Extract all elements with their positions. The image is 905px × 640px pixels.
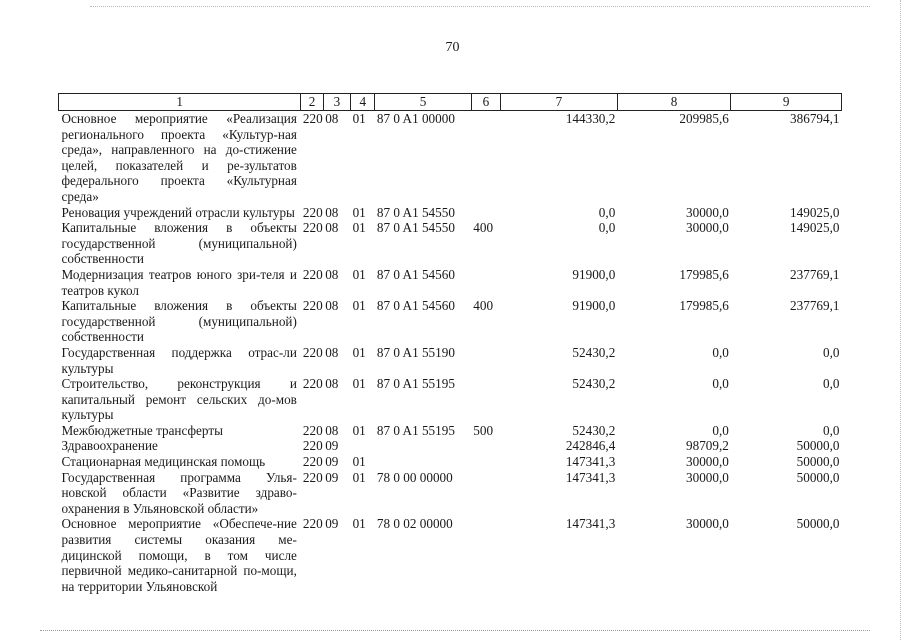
row-value-7: 147341,3	[565, 469, 616, 485]
row-value-8: 30000,0	[686, 516, 729, 532]
row-name: Государственная поддержка отрас-ли культуры	[61, 344, 297, 376]
row-code-4: 01	[352, 204, 366, 220]
row-code-2: 220	[302, 438, 323, 454]
scan-artifact-top	[90, 6, 870, 7]
row-code-3: 08	[325, 422, 339, 438]
row-code-3: 09	[325, 454, 339, 470]
row-value-8: 179985,6	[679, 298, 729, 314]
scan-artifact-right-edge	[900, 0, 901, 640]
row-value-7: 52430,2	[572, 344, 616, 360]
row-code-5: 87 0 A1 54560	[376, 266, 455, 282]
row-code-2: 220	[302, 469, 323, 485]
row-value-8: 30000,0	[686, 469, 729, 485]
row-value-9: 237769,1	[790, 266, 840, 282]
row-value-9: 149025,0	[790, 204, 840, 220]
row-value-8: 0,0	[712, 422, 729, 438]
table-row	[59, 376, 842, 423]
row-value-9: 50000,0	[796, 516, 840, 532]
row-value-8: 30000,0	[686, 454, 729, 470]
column-header: 3	[323, 94, 350, 111]
column-header: 4	[351, 94, 375, 111]
row-code-3: 09	[325, 469, 339, 485]
row-value-9: 237769,1	[790, 298, 840, 314]
row-code-4: 01	[352, 422, 366, 438]
row-code-6	[471, 376, 500, 423]
table-row	[59, 470, 842, 517]
table-row	[59, 345, 842, 376]
row-code-2: 220	[302, 111, 323, 126]
table-row	[59, 454, 842, 470]
table-row	[59, 220, 842, 267]
row-value-8: 179985,6	[679, 266, 729, 282]
table-row	[59, 111, 842, 205]
row-name: Капитальные вложения в объекты государственной (муниципальной) собственности	[61, 220, 297, 267]
row-value-7: 91900,0	[572, 266, 616, 282]
row-code-2: 220	[302, 376, 323, 392]
row-code-6	[471, 454, 500, 470]
row-value-7: 147341,3	[565, 516, 616, 532]
row-code-4: 01	[352, 469, 366, 485]
table-body	[59, 94, 842, 595]
table-row	[59, 438, 842, 454]
row-code-3: 09	[325, 438, 339, 454]
budget-table	[58, 93, 842, 594]
row-code-4: 01	[352, 266, 366, 282]
row-code-5: 87 0 A1 54550	[376, 220, 455, 236]
row-value-7: 0,0	[598, 220, 616, 236]
row-name: Строительство, реконструкция и капитальный ремонт сельских до-мов культуры	[61, 376, 297, 423]
row-value-9: 50000,0	[796, 438, 840, 454]
row-code-3: 08	[325, 298, 339, 314]
column-header: 9	[731, 94, 842, 111]
row-code-3: 08	[325, 204, 339, 220]
table-row	[59, 267, 842, 298]
row-code-2: 220	[302, 220, 323, 236]
row-code-5: 87 0 A1 55190	[376, 344, 455, 360]
row-code-5: 87 0 A1 55195	[376, 422, 455, 438]
row-value-7: 91900,0	[572, 298, 616, 314]
table-row	[59, 516, 842, 594]
scan-artifact-bottom	[40, 630, 870, 631]
row-name: Основное мероприятие «Обеспече-ние развития системы оказания ме-дицинской помощи, в том числе первичной медико-санитарной по-мощи, на территории Ульяновской	[61, 516, 297, 594]
row-value-8: 98709,2	[686, 438, 729, 454]
row-code-3: 08	[325, 344, 339, 360]
table-row	[59, 205, 842, 221]
row-code-4: 01	[352, 111, 366, 126]
row-value-8: 30000,0	[686, 204, 729, 220]
table-row	[59, 423, 842, 439]
row-name: Модернизация театров юного зри-теля и театров кукол	[61, 266, 297, 298]
row-name: Здравоохранение	[61, 438, 158, 454]
row-value-7: 52430,2	[572, 376, 616, 392]
page-number: 70	[445, 40, 460, 55]
row-code-6	[471, 267, 500, 298]
row-code-5: 87 0 A1 00000	[376, 111, 455, 126]
row-code-4: 01	[352, 516, 366, 532]
row-code-2: 220	[302, 344, 323, 360]
row-code-4	[351, 438, 375, 454]
row-value-8: 0,0	[712, 376, 729, 392]
row-code-6	[471, 205, 500, 221]
row-code-3: 08	[325, 111, 339, 126]
row-code-4: 01	[352, 376, 366, 392]
row-value-7: 242846,4	[565, 438, 616, 454]
row-name: Стационарная медицинская помощь	[61, 454, 266, 470]
row-code-3: 08	[325, 220, 339, 236]
row-code-3: 08	[325, 376, 339, 392]
row-value-8: 209985,6	[679, 111, 729, 126]
row-code-3: 08	[325, 266, 339, 282]
row-code-6	[471, 516, 500, 594]
row-code-5: 87 0 A1 55195	[376, 376, 455, 392]
column-header: 8	[617, 94, 731, 111]
column-header: 1	[59, 94, 301, 111]
row-value-7: 147341,3	[565, 454, 616, 470]
column-header-row	[59, 94, 842, 111]
row-code-4: 01	[352, 454, 366, 470]
row-value-9: 386794,1	[790, 111, 840, 126]
row-code-2: 220	[302, 454, 323, 470]
row-name: Государственная программа Улья-новской области «Развитие здраво-охранения в Ульяновской области»	[61, 469, 297, 516]
row-value-8: 0,0	[712, 344, 729, 360]
row-code-5	[375, 454, 471, 470]
row-value-9: 0,0	[823, 344, 840, 360]
row-name: Межбюджетные трансферты	[61, 422, 223, 438]
table-row	[59, 298, 842, 345]
row-code-6	[471, 438, 500, 454]
row-value-9: 50000,0	[796, 454, 840, 470]
row-code-5: 78 0 00 00000	[376, 469, 453, 485]
row-value-9: 0,0	[823, 422, 840, 438]
column-header: 5	[375, 94, 471, 111]
row-code-4: 01	[352, 344, 366, 360]
row-value-9: 50000,0	[796, 469, 840, 485]
row-code-3: 09	[325, 516, 339, 532]
column-header: 2	[301, 94, 323, 111]
row-code-6	[471, 345, 500, 376]
row-name: Реновация учреждений отрасли культуры	[61, 204, 295, 220]
row-code-5: 87 0 A1 54550	[376, 204, 455, 220]
column-header: 7	[501, 94, 618, 111]
row-value-8: 30000,0	[686, 220, 729, 236]
row-code-5: 87 0 A1 54560	[376, 298, 455, 314]
column-header: 6	[471, 94, 500, 111]
row-code-2: 220	[302, 516, 323, 532]
row-code-6: 500	[473, 422, 494, 438]
row-code-2: 220	[302, 298, 323, 314]
row-value-7: 144330,2	[565, 111, 616, 126]
row-code-5: 78 0 02 00000	[376, 516, 453, 532]
row-name: Капитальные вложения в объекты государственной (муниципальной) собственности	[61, 298, 297, 345]
row-value-7: 52430,2	[572, 422, 616, 438]
row-code-2: 220	[302, 266, 323, 282]
row-code-5	[375, 438, 471, 454]
row-code-2: 220	[302, 422, 323, 438]
row-code-6	[471, 470, 500, 517]
row-code-6: 400	[473, 220, 494, 236]
row-code-2: 220	[302, 204, 323, 220]
row-code-6: 400	[473, 298, 494, 314]
row-value-9: 0,0	[823, 376, 840, 392]
row-code-6	[471, 111, 500, 205]
row-value-7: 0,0	[598, 204, 616, 220]
row-value-9: 149025,0	[790, 220, 840, 236]
row-code-4: 01	[352, 220, 366, 236]
row-code-4: 01	[352, 298, 366, 314]
row-name: Основное мероприятие «Реализация регионального проекта «Культур-ная среда», направленного на до-стижение целей, показателей и ре-зультатов федерального проекта «Культурная среда»	[61, 111, 297, 204]
